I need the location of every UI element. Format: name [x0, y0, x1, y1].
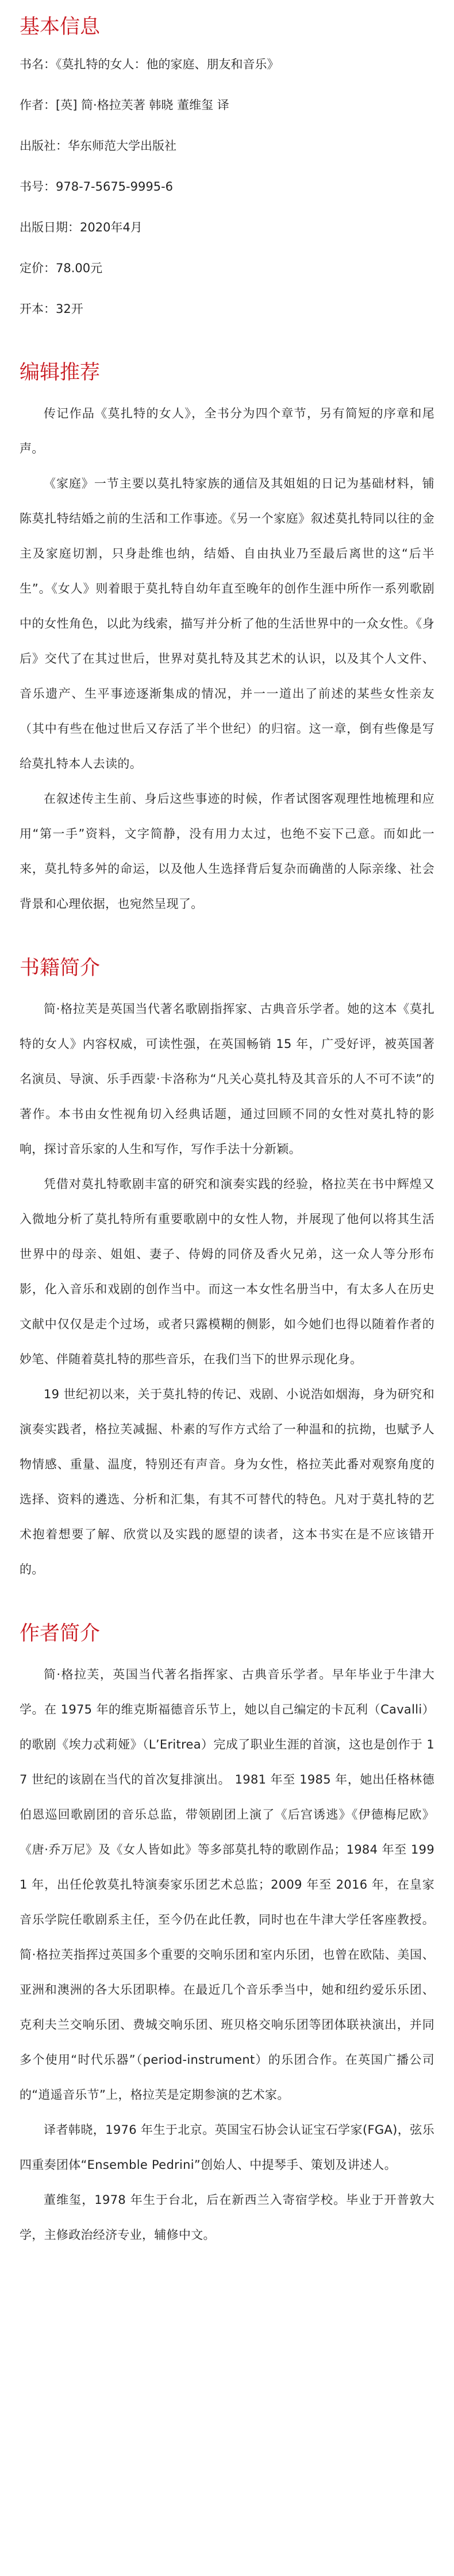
editor-paragraph: 在叙述传主生前、身后这些事迹的时候，作者试图客观理性地梳理和应用“第一手”资料，文字简静，没有用力太过，也绝不妄下己意。而如此一来，莫扎特多舛的命运，以及他人生选择背后复杂而确凿的人际亲缘、社会背景和心理依据，也宛然呈现了。 [20, 792, 434, 911]
book-intro-paragraph: 简·格拉芙是英国当代著名歌剧指挥家、古典音乐学者。她的这本《莫扎特的女人》内容权威，可读性强，在英国畅销 15 年，广受好评，被英国著名演员、导演、乐手西蒙·卡洛称为“凡关心莫扎特及其音乐的人不可不读”的著作。本书由女性视角切入经典话题，通过回顾不同的女性对莫扎特的影响，探讨音乐家的人生和写作，写作手法十分新颖。 [20, 1002, 434, 1156]
publisher-row: 出版社：华东师范大学出版社 [20, 139, 176, 153]
translator-intro-paragraph: 董维玺，1978 年生于台北，后在新西兰入寄宿学校。毕业于开普敦大学，主修政治经济专业，辅修中文。 [20, 2193, 434, 2242]
basic-info-list [20, 56, 434, 317]
price-row: 定价：78.00元 [20, 261, 103, 275]
author-row: 作者：[英] 简·格拉芙著 韩晓 董维玺 译 [20, 98, 229, 112]
book-intro-title: 书籍简介 [20, 957, 101, 980]
book-title-row: 书名：《莫扎特的女人：他的家庭、朋友和音乐》 [20, 57, 279, 71]
editor-paragraph: 传记作品《莫扎特的女人》，全书分为四个章节，另有简短的序章和尾声。 [20, 407, 434, 455]
editor-paragraph: 《家庭》一节主要以莫扎特家族的通信及其姐姐的日记为基础材料，铺陈莫扎特结婚之前的生活和工作事迹。《另一个家庭》叙述莫扎特同以往的金主及家庭切割，只身赴维也纳，结婚、自由执业乃至最后离世的这“后半生”。《女人》则着眼于莫扎特自幼年直至晚年的创作生涯中所作一系列歌剧中的女性角色，以此为线索，描写并分析了他的生活世界中的一众女性。《身后》交代了在其过世后，世界对莫扎特及其艺术的认识，以及其个人文件、音乐遗产、生平事迹逐渐集成的情况，并一一道出了前述的某些女性亲友（其中有些在他过世后又存活了半个世纪）的归宿。这一章，倒有些像是写给莫扎特本人去读的。 [20, 477, 434, 771]
publish-date-row: 出版日期：2020年4月 [20, 221, 143, 234]
format-row: 开本：32开 [20, 302, 83, 316]
book-intro-paragraph: 19 世纪初以来，关于莫扎特的传记、戏剧、小说浩如烟海，身为研究和演奏实践者，格拉芙减掘、朴素的写作方式给了一种温和的抗拗，也赋予人物情感、重量、温度，特别还有声音。身为女性，格拉芙此番对观察角度的选择、资料的遴选、分析和汇集，有其不可替代的特色。凡对于莫扎特的艺术抱着想要了解、欣赏以及实践的愿望的读者，这本书实在是不应该错开的。 [20, 1387, 434, 1576]
editor-recommendation-title: 编辑推荐 [20, 361, 101, 384]
author-intro-paragraph: 简·格拉芙，英国当代著名指挥家、古典音乐学者。早年毕业于牛津大学。在 1975 年的维克斯福德音乐节上，她以自己编定的卡瓦利（Cavalli）的歌剧《埃力忒莉娅》（L’Eritrea）完成了职业生涯的首演，这也是创作于 17 世纪的该剧在当代的首次复排演出。 1981 年至 1985 年，她出任格林德伯恩巡回歌剧团的音乐总监，带领剧团上演了《后宫诱逃》《伊德梅尼欧》《唐·乔万尼》及《女人皆如此》等多部莫扎特的歌剧作品；1984 年至 1991 年，出任伦敦莫扎特演奏家乐团艺术总监；2009 年至 2016 年，在皇家音乐学院任歌剧系主任，至今仍在此任教，同时也在牛津大学任客座教授。简·格拉芙指挥过英国多个重要的交响乐团和室内乐团，也曾在欧陆、美国、亚洲和澳洲的各大乐团职棒。在最近几个音乐季当中，她和纽约爱乐乐团、克利夫兰交响乐团、费城交响乐团、班贝格交响乐团等团体联袂演出，并同多个使用“时代乐器”（period-instrument）的乐团合作。在英国广播公司的“逍遥音乐节”上，格拉芙是定期参演的艺术家。 [20, 1668, 434, 2102]
editor-recommendation-section [20, 361, 434, 922]
author-intro-section [20, 1622, 434, 2253]
book-intro-paragraph: 凭借对莫扎特歌剧丰富的研究和演奏实践的经验，格拉芙在书中辉煌又入微地分析了莫扎特所有重要歌剧中的女性人物，并展现了他何以将其生活世界中的母亲、姐姐、妻子、侍姆的同侪及香火兄弟，这一众人等分形布影，化入音乐和戏剧的创作当中。而这一本女性名册当中，有太多人在历史文献中仅仅是走个过场，或者只露模糊的侧影，如今她们也得以随着作者的妙笔、伴随着莫扎特的那些音乐，在我们当下的世界示现化身。 [20, 1177, 434, 1366]
author-intro-title: 作者简介 [20, 1622, 101, 1645]
book-intro-section [20, 956, 434, 1587]
basic-info-section [20, 15, 434, 317]
translator-intro-paragraph: 译者韩晓，1976 年生于北京。英国宝石协会认证宝石学家(FGA)，弦乐四重奏团体“Ensemble Pedrini”创始人、中提琴手、策划及讲述人。 [20, 2123, 434, 2172]
basic-info-title: 基本信息 [20, 16, 101, 38]
isbn-row: 书号：978-7-5675-9995-6 [20, 180, 174, 194]
